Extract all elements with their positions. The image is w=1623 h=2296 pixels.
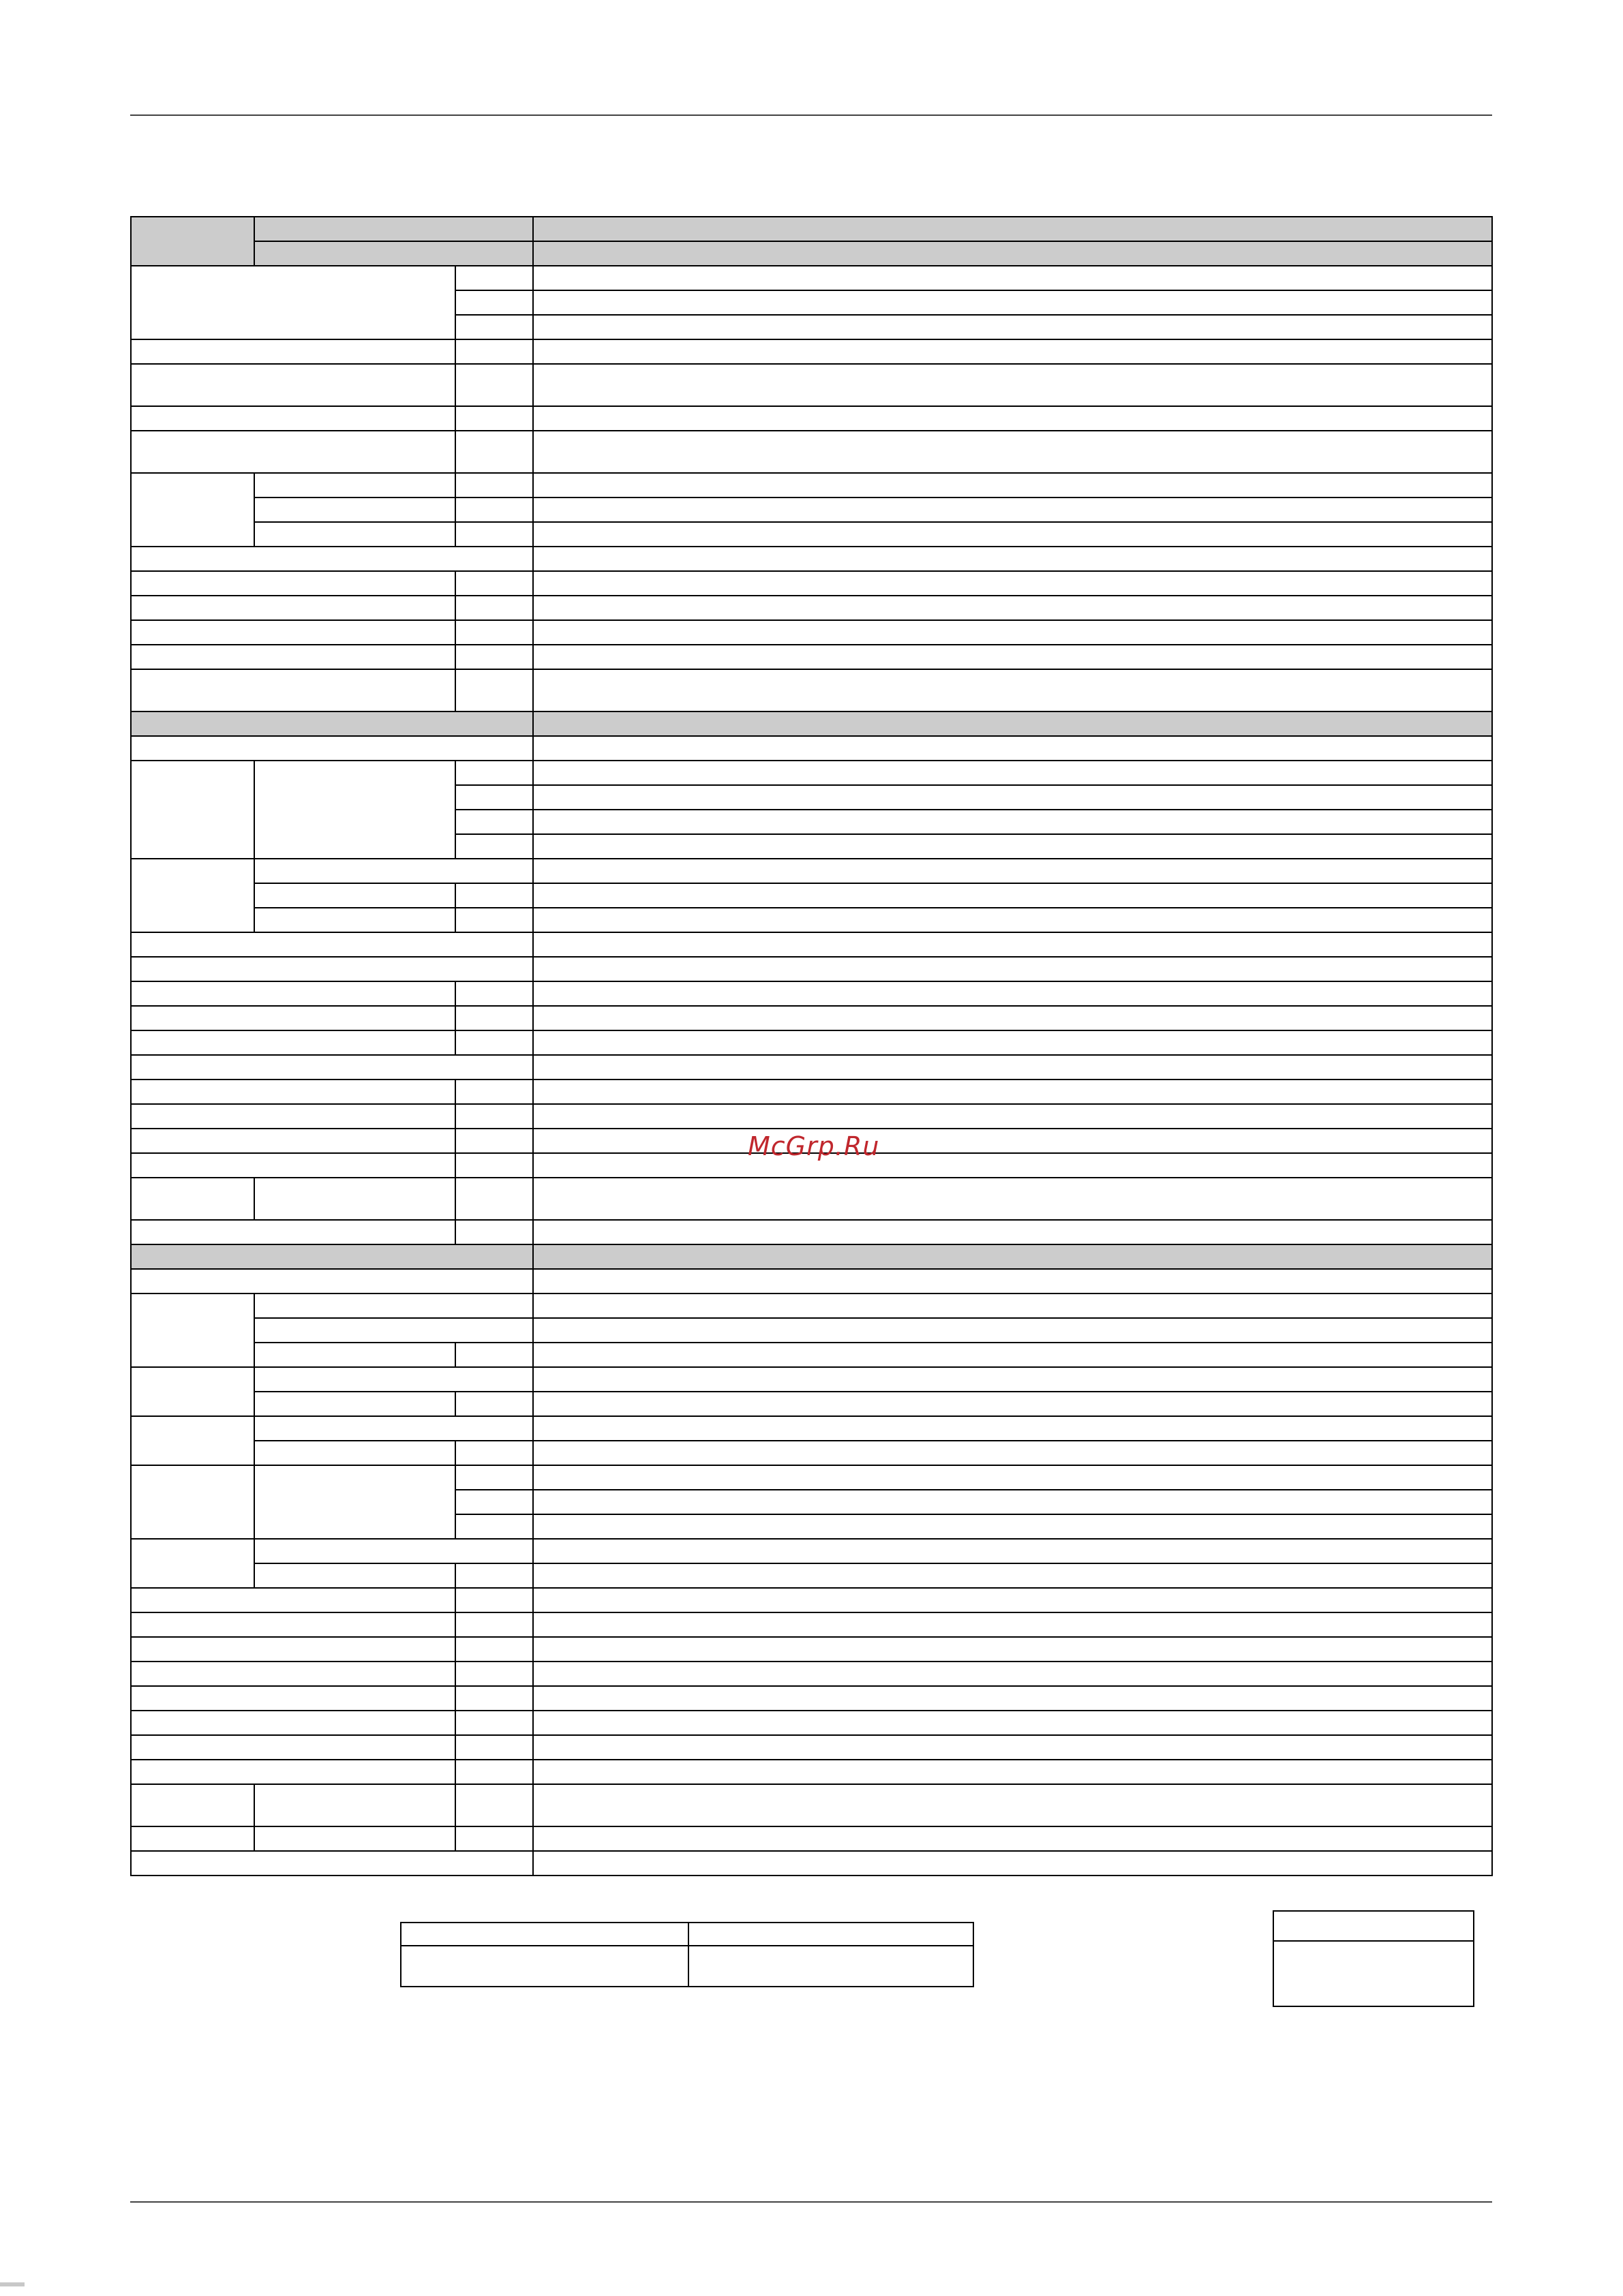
table-cell — [130, 1636, 456, 1662]
table-cell — [532, 760, 1493, 786]
table-cell — [130, 1366, 255, 1417]
table-cell — [532, 1005, 1493, 1031]
table-cell — [532, 1563, 1493, 1589]
table-cell — [532, 1538, 1493, 1564]
table-cell — [455, 1219, 534, 1245]
table-cell — [532, 883, 1493, 908]
table-cell — [532, 1440, 1493, 1466]
table-cell — [130, 1030, 456, 1056]
table-cell — [455, 1465, 534, 1490]
table-cell — [532, 1636, 1493, 1662]
table-cell — [532, 595, 1493, 621]
table-cell — [130, 981, 456, 1007]
table-cell — [130, 760, 255, 859]
table-cell — [455, 1489, 534, 1515]
approval-table-cell — [400, 1945, 689, 1987]
table-cell — [455, 497, 534, 523]
table-cell — [532, 1850, 1493, 1876]
table-header-cell — [130, 1244, 534, 1270]
table-cell — [130, 956, 534, 982]
table-header-cell — [254, 241, 534, 266]
table-cell — [455, 570, 534, 596]
table-cell — [532, 497, 1493, 523]
table-cell — [130, 858, 255, 933]
table-cell — [532, 339, 1493, 365]
table-cell — [532, 1268, 1493, 1294]
table-cell — [254, 1342, 456, 1368]
table-cell — [532, 1759, 1493, 1785]
table-cell — [532, 1612, 1493, 1638]
table-cell — [254, 1563, 456, 1589]
table-cell — [532, 314, 1493, 340]
table-cell — [532, 932, 1493, 958]
table-header-cell — [532, 241, 1493, 266]
table-cell — [532, 1342, 1493, 1368]
table-cell — [532, 619, 1493, 645]
table-cell — [254, 1538, 534, 1564]
table-cell — [455, 595, 534, 621]
table-cell — [130, 1538, 255, 1589]
table-cell — [532, 735, 1493, 761]
table-cell — [254, 1317, 534, 1343]
table-cell — [130, 1005, 456, 1031]
table-cell — [532, 290, 1493, 316]
table-header-cell — [532, 711, 1493, 737]
table-cell — [532, 956, 1493, 982]
table-cell — [532, 669, 1493, 712]
table-cell — [532, 1514, 1493, 1540]
table-cell — [532, 1489, 1493, 1515]
table-cell — [532, 1734, 1493, 1760]
table-cell — [130, 1759, 456, 1785]
table-cell — [130, 595, 456, 621]
table-cell — [130, 430, 456, 474]
table-cell — [532, 858, 1493, 884]
table-cell — [532, 1103, 1493, 1129]
table-cell — [254, 497, 456, 523]
table-cell — [130, 1268, 534, 1294]
table-cell — [532, 1826, 1493, 1852]
table-cell — [254, 1826, 456, 1852]
table-cell — [532, 1784, 1493, 1827]
table-cell — [130, 1054, 534, 1080]
table-cell — [455, 290, 534, 316]
table-cell — [455, 784, 534, 810]
table-cell — [254, 1465, 456, 1540]
table-cell — [254, 858, 534, 884]
table-cell — [455, 1710, 534, 1736]
watermark-text: McGrp.Ru — [748, 1131, 880, 1161]
scan-edge-mark — [0, 2282, 25, 2286]
table-cell — [455, 363, 534, 407]
table-cell — [130, 669, 456, 712]
table-cell — [455, 669, 534, 712]
table-cell — [532, 981, 1493, 1007]
table-header-cell — [532, 216, 1493, 242]
table-cell — [532, 1465, 1493, 1490]
approval-table-cell — [400, 1922, 689, 1946]
table-cell — [455, 1587, 534, 1613]
table-cell — [532, 1366, 1493, 1392]
table-cell — [455, 1391, 534, 1417]
table-cell — [532, 1661, 1493, 1687]
table-cell — [532, 833, 1493, 859]
table-cell — [532, 1317, 1493, 1343]
table-cell — [455, 1734, 534, 1760]
table-cell — [254, 1784, 456, 1827]
table-cell — [455, 1128, 534, 1154]
table-cell — [130, 1465, 255, 1540]
table-cell — [455, 472, 534, 498]
table-cell — [532, 1054, 1493, 1080]
table-cell — [130, 363, 456, 407]
table-cell — [130, 1103, 456, 1129]
table-cell — [532, 265, 1493, 291]
table-cell — [130, 1587, 456, 1613]
table-cell — [532, 809, 1493, 835]
table-cell — [130, 932, 534, 958]
table-cell — [455, 809, 534, 835]
table-cell — [532, 521, 1493, 547]
approval-table-cell — [688, 1945, 974, 1987]
table-cell — [130, 1784, 255, 1827]
table-cell — [532, 472, 1493, 498]
table-cell — [455, 1685, 534, 1711]
table-cell — [532, 1685, 1493, 1711]
table-cell — [455, 907, 534, 933]
table-cell — [532, 1415, 1493, 1441]
table-cell — [455, 1826, 534, 1852]
table-cell — [532, 1391, 1493, 1417]
table-cell — [532, 363, 1493, 407]
table-cell — [532, 1293, 1493, 1319]
table-cell — [455, 1563, 534, 1589]
table-cell — [254, 521, 456, 547]
table-cell — [254, 883, 456, 908]
table-cell — [532, 644, 1493, 670]
table-cell — [455, 619, 534, 645]
table-cell — [532, 1219, 1493, 1245]
table-cell — [532, 1128, 1493, 1154]
approval-table-cell — [688, 1922, 974, 1946]
table-cell — [254, 1293, 534, 1319]
table-cell — [455, 1759, 534, 1785]
stamp-box-header — [1273, 1910, 1474, 1942]
table-cell — [532, 430, 1493, 474]
table-cell — [130, 570, 456, 596]
table-cell — [455, 883, 534, 908]
table-cell — [254, 907, 456, 933]
table-cell — [455, 644, 534, 670]
table-cell — [532, 405, 1493, 431]
table-cell — [455, 314, 534, 340]
table-cell — [130, 1177, 255, 1221]
table-cell — [455, 405, 534, 431]
table-cell — [455, 265, 534, 291]
table-cell — [532, 1152, 1493, 1178]
table-cell — [532, 570, 1493, 596]
table-cell — [455, 1005, 534, 1031]
table-cell — [130, 735, 534, 761]
table-cell — [254, 1440, 456, 1466]
table-cell — [254, 760, 456, 859]
table-cell — [130, 405, 456, 431]
table-cell — [455, 1079, 534, 1105]
table-cell — [254, 1177, 456, 1221]
table-cell — [130, 1850, 534, 1876]
table-cell — [532, 1710, 1493, 1736]
table-cell — [130, 1415, 255, 1466]
table-header-cell — [130, 216, 255, 266]
table-cell — [130, 1710, 456, 1736]
table-cell — [455, 1440, 534, 1466]
table-cell — [455, 339, 534, 365]
table-header-cell — [254, 216, 534, 242]
table-cell — [455, 981, 534, 1007]
table-cell — [130, 1661, 456, 1687]
table-cell — [130, 644, 456, 670]
table-cell — [130, 1612, 456, 1638]
table-cell — [532, 1587, 1493, 1613]
table-cell — [532, 1030, 1493, 1056]
table-cell — [455, 1636, 534, 1662]
table-cell — [130, 265, 456, 340]
table-cell — [254, 1391, 456, 1417]
table-cell — [130, 472, 255, 547]
table-cell — [455, 1030, 534, 1056]
table-cell — [130, 339, 456, 365]
table-cell — [130, 546, 534, 572]
table-cell — [130, 1128, 456, 1154]
table-cell — [130, 1219, 456, 1245]
table-cell — [455, 1177, 534, 1221]
table-cell — [455, 1152, 534, 1178]
table-cell — [532, 546, 1493, 572]
table-cell — [532, 784, 1493, 810]
table-header-cell — [532, 1244, 1493, 1270]
table-cell — [532, 1177, 1493, 1221]
table-cell — [455, 833, 534, 859]
table-cell — [455, 1103, 534, 1129]
table-cell — [455, 1612, 534, 1638]
table-cell — [130, 1826, 255, 1852]
table-cell — [130, 619, 456, 645]
table-cell — [455, 521, 534, 547]
table-cell — [455, 760, 534, 786]
table-header-cell — [130, 711, 534, 737]
table-cell — [254, 472, 456, 498]
table-cell — [455, 1342, 534, 1368]
table-cell — [532, 1079, 1493, 1105]
table-cell — [130, 1079, 456, 1105]
table-cell — [254, 1415, 534, 1441]
table-cell — [455, 1661, 534, 1687]
table-cell — [130, 1734, 456, 1760]
table-cell — [254, 1366, 534, 1392]
table-cell — [455, 430, 534, 474]
stamp-box-body — [1273, 1940, 1474, 2007]
table-cell — [130, 1685, 456, 1711]
table-cell — [130, 1293, 255, 1368]
table-cell — [130, 1152, 456, 1178]
table-cell — [455, 1784, 534, 1827]
table-cell — [455, 1514, 534, 1540]
table-cell — [532, 907, 1493, 933]
